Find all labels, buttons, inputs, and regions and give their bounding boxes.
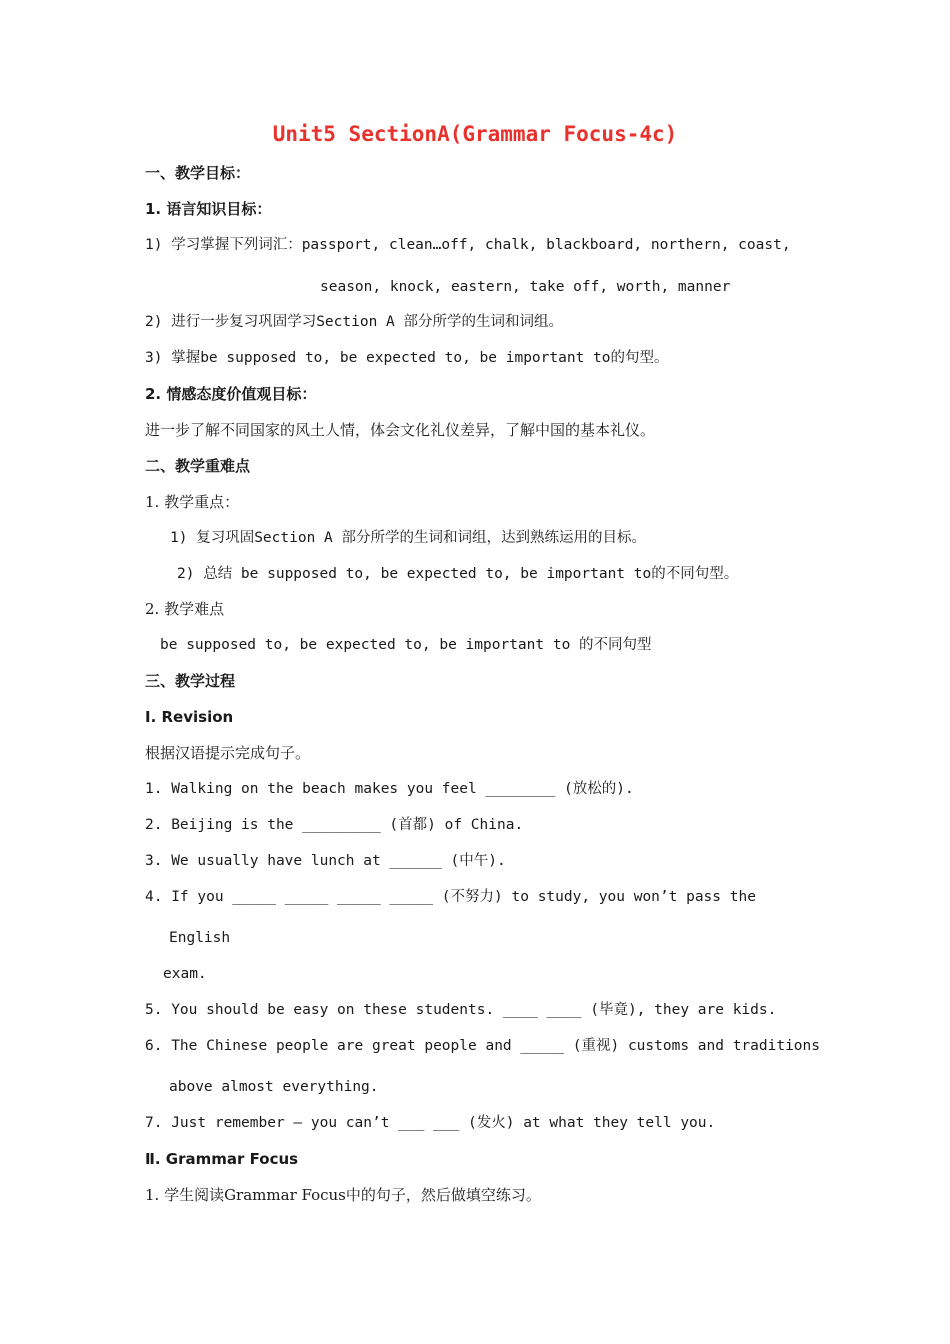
revision-question-2: 2. Beijing is the _________ (首都) of China.: [145, 817, 524, 833]
revision-question-6: 6. The Chinese people are great people and _____ (重视) customs and traditions: [145, 1038, 821, 1054]
revision-heading: Ⅰ. Revision: [145, 708, 234, 726]
vocab-line-2: season, knock, eastern, take off, worth, manner: [320, 279, 731, 295]
goal-item-2: 2) 进行一步复习巩固学习Section A 部分所学的生词和词组。: [145, 314, 563, 330]
section1-heading: 一、教学目标：: [145, 164, 251, 182]
revision-question-4-cont: English: [169, 930, 231, 946]
vocab-line-1: 1) 学习掌握下列词汇：passport, clean…off, chalk, blackboard, northern, coast,: [145, 237, 791, 253]
goal-item-3: 3) 掌握be supposed to, be expected to, be important to的句型。: [145, 350, 669, 366]
attitude-goals-text: 进一步了解不同国家的风土人情，体会文化礼仪差异，了解中国的基本礼仪。: [145, 421, 656, 439]
revision-question-6-cont: above almost everything.: [169, 1079, 379, 1095]
revision-question-4-end: exam.: [163, 966, 207, 982]
key-point-2: 2) 总结 be supposed to, be expected to, be important to的不同句型。: [177, 566, 739, 582]
section3-heading: 三、教学过程: [145, 672, 236, 690]
revision-question-1: 1. Walking on the beach makes you feel ________ (放松的).: [145, 781, 634, 797]
revision-instruction: 根据汉语提示完成句子。: [145, 744, 311, 762]
difficult-points-text: be supposed to, be expected to, be important to 的不同句型: [160, 637, 652, 653]
revision-question-3: 3. We usually have lunch at ______ (中午).: [145, 853, 506, 869]
grammar-focus-heading: Ⅱ. Grammar Focus: [145, 1150, 299, 1168]
key-point-1: 1) 复习巩固Section A 部分所学的生词和词组，达到熟练运用的目标。: [170, 530, 646, 546]
revision-question-4: 4. If you _____ _____ _____ _____ (不努力) to study, you won’t pass the: [145, 889, 756, 905]
language-goals-heading: 1. 语言知识目标：: [145, 200, 272, 218]
key-points-heading: 1. 教学重点：: [145, 493, 240, 511]
document-title: Unit5 SectionA(Grammar Focus-4c): [272, 122, 678, 146]
grammar-focus-item-1: 1. 学生阅读Grammar Focus中的句子，然后做填空练习。: [145, 1186, 541, 1204]
revision-question-5: 5. You should be easy on these students. ____ ____ (毕竟), they are kids.: [145, 1002, 777, 1018]
attitude-goals-heading: 2. 情感态度价值观目标：: [145, 385, 317, 403]
revision-question-7: 7. Just remember – you can’t ___ ___ (发火) at what they tell you.: [145, 1115, 716, 1131]
section2-heading: 二、教学重难点: [145, 457, 251, 475]
difficult-points-heading: 2. 教学难点: [145, 600, 225, 618]
